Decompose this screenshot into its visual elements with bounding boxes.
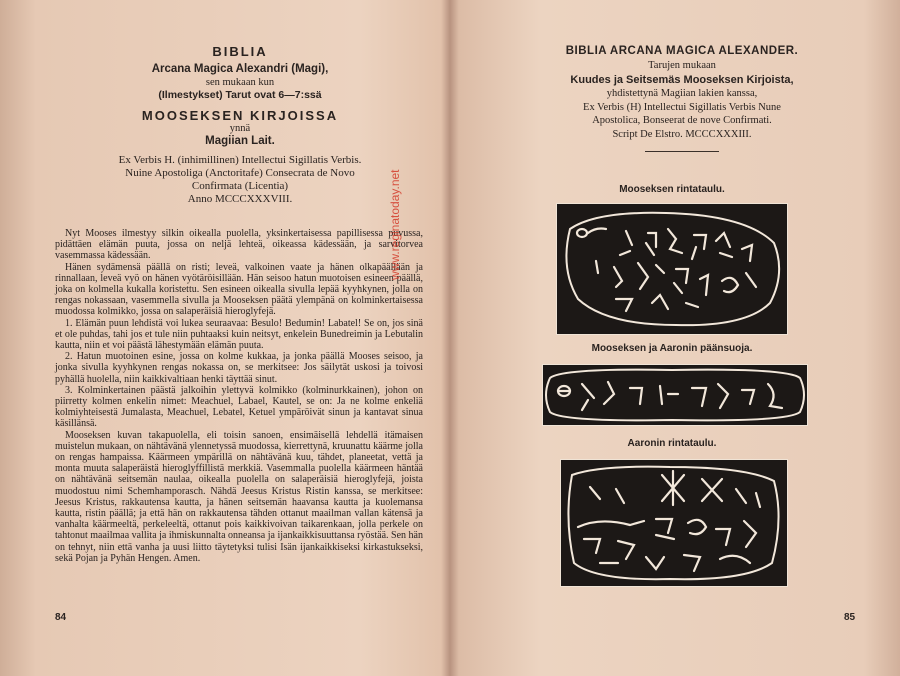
left-header-line4: (Ilmestykset) Tarut ovat 6—7:ssä	[158, 89, 322, 102]
header-divider	[645, 151, 719, 152]
caption-aaron-breastplate: Aaronin rintataulu.	[627, 438, 717, 449]
right-header-line3: Kuudes ja Seitsemäs Mooseksen Kirjoista,	[570, 73, 794, 86]
moses-aaron-headpiece-tablet	[542, 364, 808, 426]
watermark: www.reginatoday.net	[388, 169, 402, 280]
left-header-line10: Confirmata (Licentia)	[191, 179, 289, 192]
left-header-line8: Ex Verbis H. (inhimillinen) Intellectui Sigillatis Verbis.	[118, 153, 362, 166]
left-header-line7: Magiian Lait.	[205, 135, 275, 148]
left-header-line6: ynnä	[229, 122, 251, 134]
left-header-line9: Nuine Apostoliga (Anctoritafe) Consecrata de Novo	[125, 166, 355, 179]
left-title: BIBLIA	[212, 44, 268, 59]
page-number-left: 84	[55, 612, 67, 623]
right-header-line4: yhdistettynä Magiian lakien kanssa,	[606, 87, 758, 99]
paragraph: 2. Hatun muotoinen esine, jossa on kolme kukkaa, ja jonka päällä Mooses seisoo, ja jonka sivulla kyyhkynen rengas nokassa on, se merkitsee: Jos säilytät uskosi ja toivosi pyhällä huolella, niin kaikkivaltiaan henki täyttää sinut.	[55, 351, 423, 385]
right-page	[452, 0, 900, 676]
caption-headpiece: Mooseksen ja Aaronin päänsuoja.	[591, 343, 753, 354]
paragraph: Hänen sydämensä päällä on risti; leveä, valkoinen vaate ja hänen olkapäällään ja rinnallaan, leveä vyö on hänen vyötäröisillään. Hän seisoo hatun muotoisen esineen päällä, joka on kolmella kukalla koristettu. Sen esineen oikealla sivulla lepää kyyhkynen, jolla on rengas nokassaan, vasemmella sivulla ja Mooseksen päätä ylempänä on kolminkertaisessa muodossa kolmikko, jossa on salaperäisiä hieroglyfejä.	[55, 261, 423, 318]
left-title2: MOOSEKSEN KIRJOISSA	[141, 107, 339, 123]
left-subtitle: Arcana Magica Alexandri (Magi),	[151, 63, 329, 76]
right-header-line7: Script De Elstro. MCCCXXXIII.	[612, 128, 752, 140]
page-number-right: 85	[844, 612, 856, 623]
paragraph: 3. Kolminkertainen päästä jalkoihin ylettyvä kolmikko (kolminurkkainen), johon on piirretty kolmen enkelin nimet: Meachuel, Labael, Kautel, se on: Ja ne kolme enkeliä kolmiyhteisestä Jumalasta, Meachuel, Lebatel, Ketuel ympäröivät sinun ja kantavat sinua käsillänsä.	[55, 384, 423, 430]
right-title: BIBLIA ARCANA MAGICA ALEXANDER.	[565, 45, 799, 57]
moses-breastplate-tablet	[556, 203, 788, 335]
right-header-line5: Ex Verbis (H) Intellectui Sigillatis Verbis Nune	[583, 101, 781, 113]
paragraph: 1. Elämän puun lehdistä voi lukea seuraavaa: Besulo! Bedumin! Labatel! Se on, jos sinä et ole puhdas, tahi jos et tule niin puhtaaksi kuin neitsyt, enkelein Bunedreimin ja Lebutalin kautta, niin et voi päästä lähestymään elämän puuta.	[55, 317, 423, 352]
right-header-line6: Apostolica, Bonseerat de nove Confirmati.	[592, 115, 772, 127]
left-header-line3: sen mukaan kun	[205, 76, 275, 88]
right-header-line2: Tarujen mukaan	[648, 59, 716, 71]
caption-moses-breastplate: Mooseksen rintataulu.	[619, 184, 725, 195]
left-body-text	[55, 228, 423, 564]
aaron-breastplate-tablet	[560, 459, 788, 587]
right-page-header	[512, 44, 852, 152]
paragraph: Nyt Mooses ilmestyy silkin oikealla puolella, yksinkertaisessa papillisessa puvussa, pidättäen elämän puuta, jossa on neljä lehteä, oikeassa kädessään, ja sarvitorvea vasemmassa kädessään.	[55, 228, 423, 262]
paragraph: Mooseksen kuvan takapuolella, eli toisin sanoen, ensimäisellä lehdellä itämaisen muistelun mukaan, on nähtävänä ylennetyssä muodossa, kierrettynä, kruunattu käärme jolla on rengas hampaissa. Käärmeen ympärillä on nähtävänä kuu, tähdet, planeetat, vettä ja monta muuta salaperäistä hieroglyffillistä merkkiä. Vasemmalla puolella käärmeen häntää on nähtävänä seitsemän naulaa, oikealla puolella on salaperäisiä hieroglyfejä, joista muodostuu nimi Schemhamporasch. Nähdä Jeesus Kristus Ristin kanssa, se merkitsee: Jeesus Kristus, rakkautensa kautta, ja hänen seitsemän haavansa kautta ja kuolemansa kautta, ristin päällä; ja että hän on rakkautensa tähden ottanut maailman vallan kätensä ja vanhalta käärmeeltä, perkeleeltä, ottanut pois kaikkivoivan taikarenkaan, jolla perkele on tahtonut maailmaa vallita ja ihmiskunnalta onneansa ja ijankaikkisuuttansa ryöstää. Sen hän on tehnyt, niin että vanha ja uusi liitto täytetyksi tulisi Isän ijankaikkiseksi kirkastukseksi, sekä Pojan ja Pyhän Hengen. Amen.	[55, 429, 423, 564]
left-page-header	[50, 44, 430, 206]
left-header-line11: Anno MCCCXXXVIII.	[187, 192, 293, 205]
